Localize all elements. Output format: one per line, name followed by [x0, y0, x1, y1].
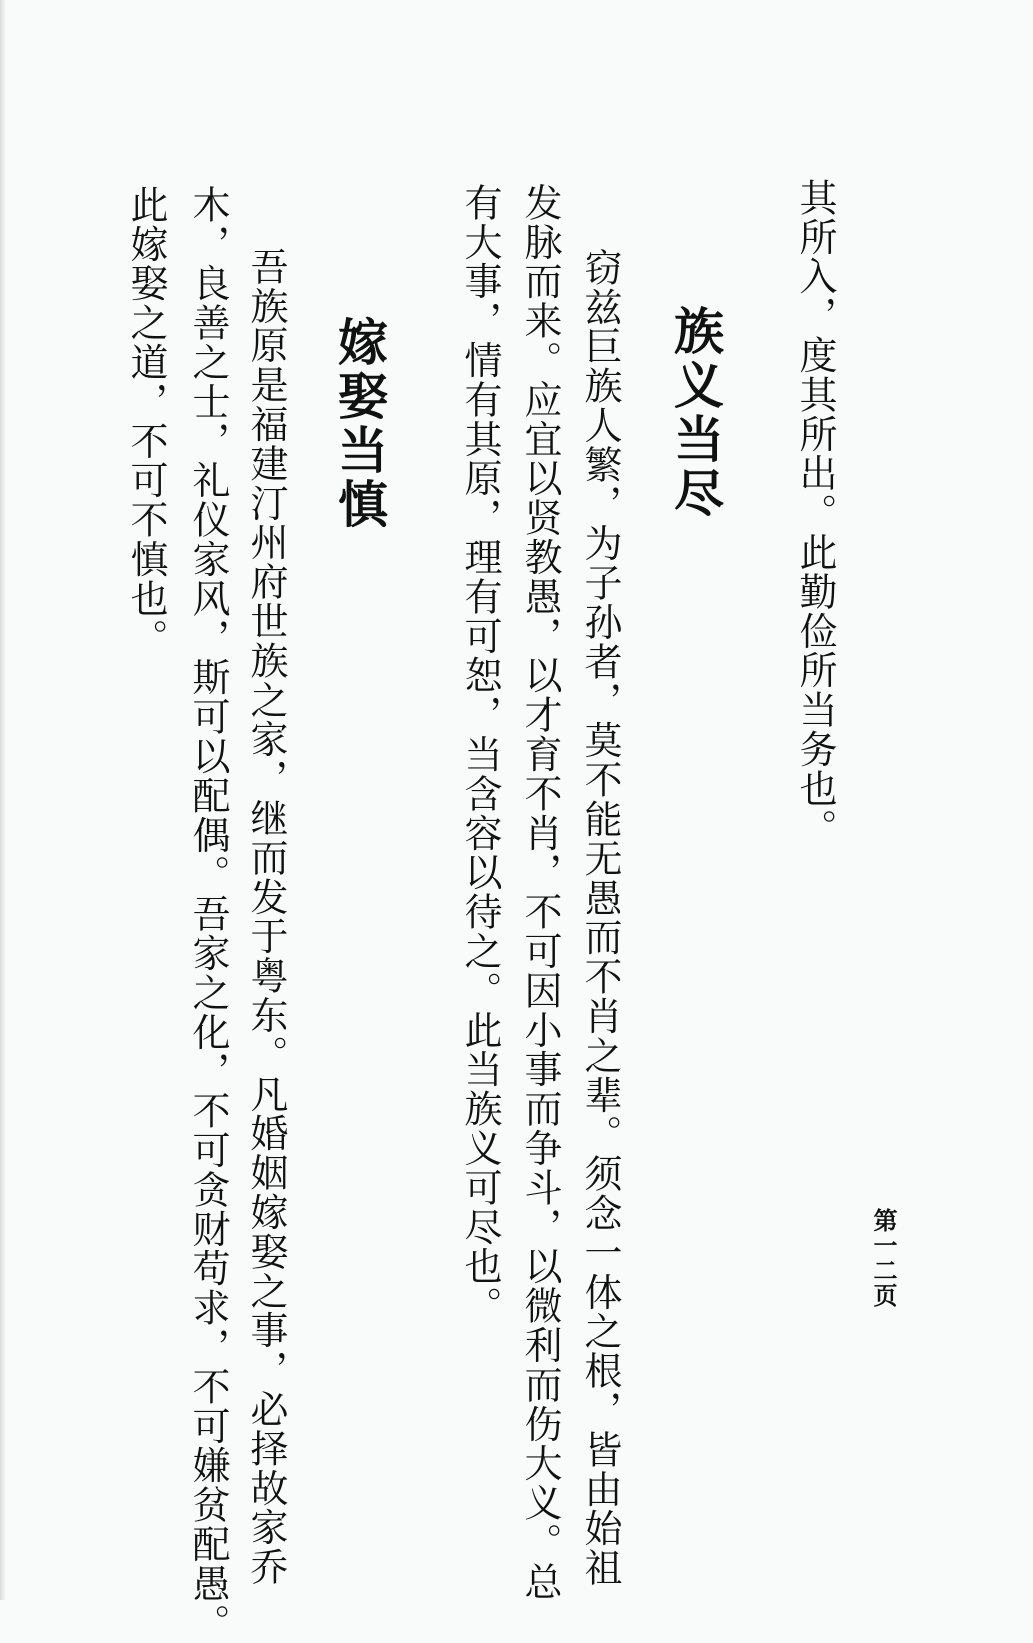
text-column-1: 其所入，度其所出。此勤俭所当务也。 [793, 178, 837, 848]
text-column-7: 此嫁娶之道，不可不慎也。 [124, 185, 168, 658]
section-heading-jiaqu: 嫁娶当慎 [330, 316, 388, 532]
section-heading-zuyi: 族义当尽 [666, 305, 724, 521]
text-column-4: 有大事，情有其原，理有可恕，当含容以待之。此当族义可尽也。 [458, 183, 502, 1326]
text-column-5: 吾族原是福建汀州府世族之家，继而发于粤东。凡婚姻嫁娶之事，必择故家乔 [244, 247, 288, 1587]
text-column-6: 木，良善之士，礼仪家风，斯可以配偶。吾家之化，不可贪财苟求，不可嫌贫配愚。 [186, 185, 230, 1643]
text-column-2: 窃兹巨族人繁，为子孙者，莫不能无愚而不肖之辈。须念一体之根，皆由始祖 [578, 248, 622, 1588]
text-column-3: 发脉而来。应宜以贤教愚，以才育不肖，不可因小事而争斗，以微利而伤大义。总 [518, 183, 562, 1602]
page-number: 第一二页 [869, 1208, 897, 1308]
page-edge-shadow [0, 0, 6, 1600]
